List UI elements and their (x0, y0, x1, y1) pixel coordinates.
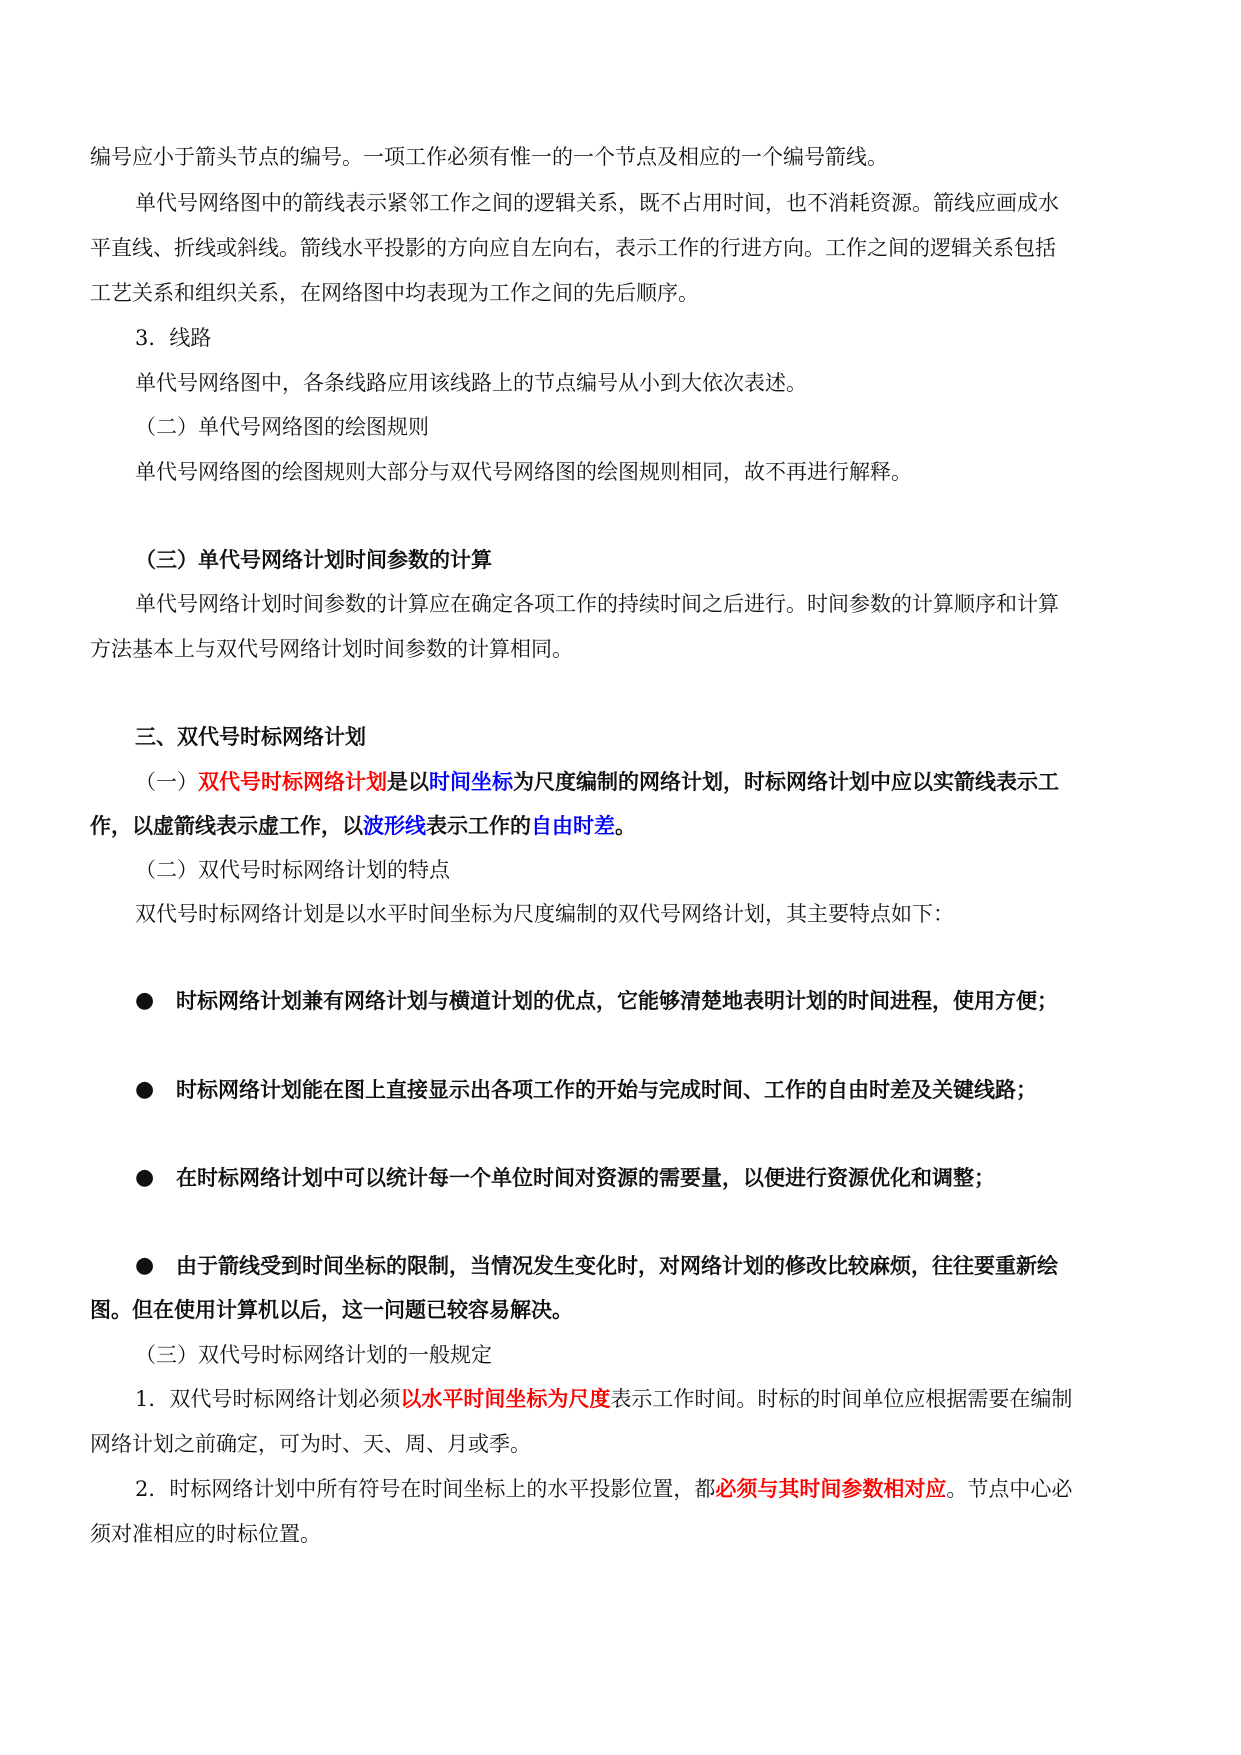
definition-prefix: （一） (135, 770, 198, 794)
bullet-item: 时标网络计划能在图上直接显示出各项工作的开始与完成时间、工作的自由时差及关键线路； (176, 1078, 1037, 1102)
paragraph-line: 平直线、折线或斜线。箭线水平投影的方向应自左向右，表示工作的行进方向。工作之间的逻辑关系包括 (90, 236, 1056, 260)
highlight-red: 双代号时标网络计划 (198, 770, 387, 794)
highlight-red: 以水平时间坐标为尺度 (400, 1387, 611, 1411)
paragraph-line: 单代号网络图中的箭线表示紧邻工作之间的逻辑关系，既不占用时间，也不消耗资源。箭线应画成水 (135, 191, 1059, 215)
bullet-item-continuation: 图。但在使用计算机以后，这一问题已较容易解决。 (90, 1298, 573, 1322)
bullet-item: 时标网络计划兼有网络计划与横道计划的优点，它能够清楚地表明计划的时间进程，使用方便； (176, 989, 1058, 1013)
paragraph-line: 编号应小于箭头节点的编号。一项工作必须有惟一的一个节点及相应的一个编号箭线。 (90, 145, 888, 169)
section-heading: （二）单代号网络图的绘图规则 (135, 415, 429, 439)
rule-text: 表示工作时间。时标的时间单位应根据需要在编制 (610, 1387, 1073, 1411)
rule-text: 。节点中心必 (946, 1477, 1073, 1501)
definition-text: 作，以虚箭线表示虚工作，以 (90, 814, 363, 838)
rule-line: 须对准相应的时标位置。 (90, 1522, 321, 1546)
highlight-red: 必须与其时间参数相对应 (715, 1477, 947, 1501)
rule-line (135, 1385, 1072, 1413)
rule-line (135, 1475, 1072, 1503)
bullet-icon: ● (135, 1253, 155, 1278)
bullet-icon: ● (135, 1165, 155, 1190)
paragraph-line: 单代号网络图中，各条线路应用该线路上的节点编号从小到大依次表述。 (135, 371, 807, 395)
definition-text: 。 (615, 814, 636, 838)
heading-text: 三、双代号时标网络计划 (135, 725, 366, 749)
definition-line (90, 812, 636, 840)
highlight-blue: 波形线 (363, 814, 426, 838)
definition-line (135, 768, 1059, 796)
paragraph-line: 双代号时标网络计划是以水平时间坐标为尺度编制的双代号网络计划，其主要特点如下： (135, 902, 954, 926)
definition-text: 为尺度编制的网络计划，时标网络计划中应以实箭线表示工 (513, 770, 1059, 794)
rule-text: 2．时标网络计划中所有符号在时间坐标上的水平投影位置，都 (135, 1477, 716, 1501)
section-heading: 3．线路 (135, 326, 212, 350)
highlight-blue: 时间坐标 (429, 770, 513, 794)
highlight-blue: 自由时差 (531, 814, 615, 838)
rule-line: 网络计划之前确定，可为时、天、周、月或季。 (90, 1432, 531, 1456)
rule-text: 1．双代号时标网络计划必须 (135, 1387, 401, 1411)
bullet-icon: ● (135, 988, 155, 1013)
paragraph-line: 工艺关系和组织关系，在网络图中均表现为工作之间的先后顺序。 (90, 281, 699, 305)
bullet-item: 在时标网络计划中可以统计每一个单位时间对资源的需要量，以便进行资源优化和调整； (176, 1166, 995, 1190)
heading-text: （三）单代号网络计划时间参数的计算 (135, 548, 492, 572)
section-heading: （二）双代号时标网络计划的特点 (135, 858, 450, 882)
paragraph-line: 方法基本上与双代号网络计划时间参数的计算相同。 (90, 637, 573, 661)
paragraph-line: 单代号网络计划时间参数的计算应在确定各项工作的持续时间之后进行。时间参数的计算顺序和计算 (135, 592, 1059, 616)
bullet-item: 由于箭线受到时间坐标的限制，当情况发生变化时，对网络计划的修改比较麻烦，往往要重新绘 (176, 1254, 1058, 1278)
bullet-icon: ● (135, 1077, 155, 1102)
section-heading (135, 546, 492, 574)
definition-text: 是以 (387, 770, 429, 794)
definition-text: 表示工作的 (426, 814, 531, 838)
section-heading: （三）双代号时标网络计划的一般规定 (135, 1343, 492, 1367)
chapter-heading (135, 723, 366, 751)
paragraph-line: 单代号网络图的绘图规则大部分与双代号网络图的绘图规则相同，故不再进行解释。 (135, 460, 912, 484)
